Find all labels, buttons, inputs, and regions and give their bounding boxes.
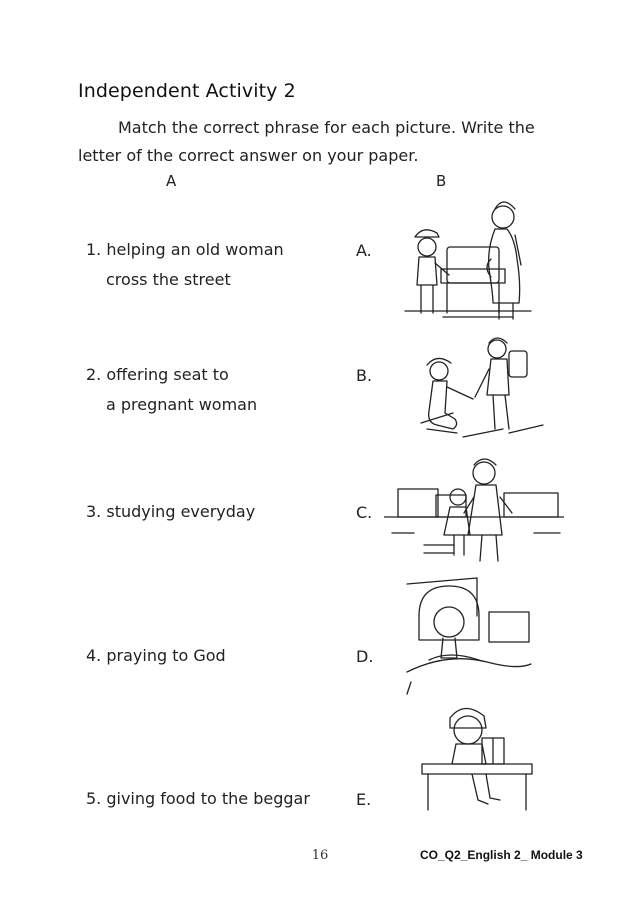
item-number: 2.	[86, 365, 102, 384]
item-text: offering seat to	[106, 365, 229, 384]
item-text: helping an old woman	[106, 240, 284, 259]
list-item	[86, 360, 257, 420]
choice-letter-c: C.	[356, 503, 373, 522]
boy-studying-at-desk-picture	[418, 702, 534, 814]
item-text: studying everyday	[106, 502, 256, 521]
item-number: 1.	[86, 240, 102, 259]
choice-letter-e: E.	[356, 790, 372, 809]
item-text: giving food to the beggar	[106, 789, 310, 808]
girl-helping-old-woman-cross-street-picture	[384, 457, 564, 572]
item-number: 5.	[86, 789, 102, 808]
module-footer: CO_Q2_English 2_ Module 3	[420, 848, 583, 862]
activity-title: Independent Activity 2	[78, 80, 296, 102]
instructions: Match the correct phrase for each picture. Write the letter of the correct answer on your paper.	[78, 118, 535, 165]
list-item	[86, 784, 310, 814]
list-item	[86, 641, 226, 671]
girl-praying-picture	[403, 576, 533, 698]
item-text-line2: cross the street	[106, 270, 231, 289]
list-item	[86, 497, 255, 527]
child-giving-food-to-kneeling-beggar-picture	[413, 333, 548, 453]
item-text: praying to God	[106, 646, 226, 665]
item-number: 4.	[86, 646, 102, 665]
column-b-header: B	[436, 172, 447, 190]
page-number: 16	[311, 848, 329, 863]
choice-letter-b: B.	[356, 366, 373, 385]
boy-offering-seat-to-pregnant-woman-picture	[403, 195, 533, 325]
column-a-header: A	[166, 172, 177, 190]
item-text-line2: a pregnant woman	[106, 395, 258, 414]
item-number: 3.	[86, 502, 102, 521]
choice-letter-d: D.	[356, 647, 374, 666]
choice-letter-a: A.	[356, 241, 372, 260]
list-item	[86, 235, 284, 295]
